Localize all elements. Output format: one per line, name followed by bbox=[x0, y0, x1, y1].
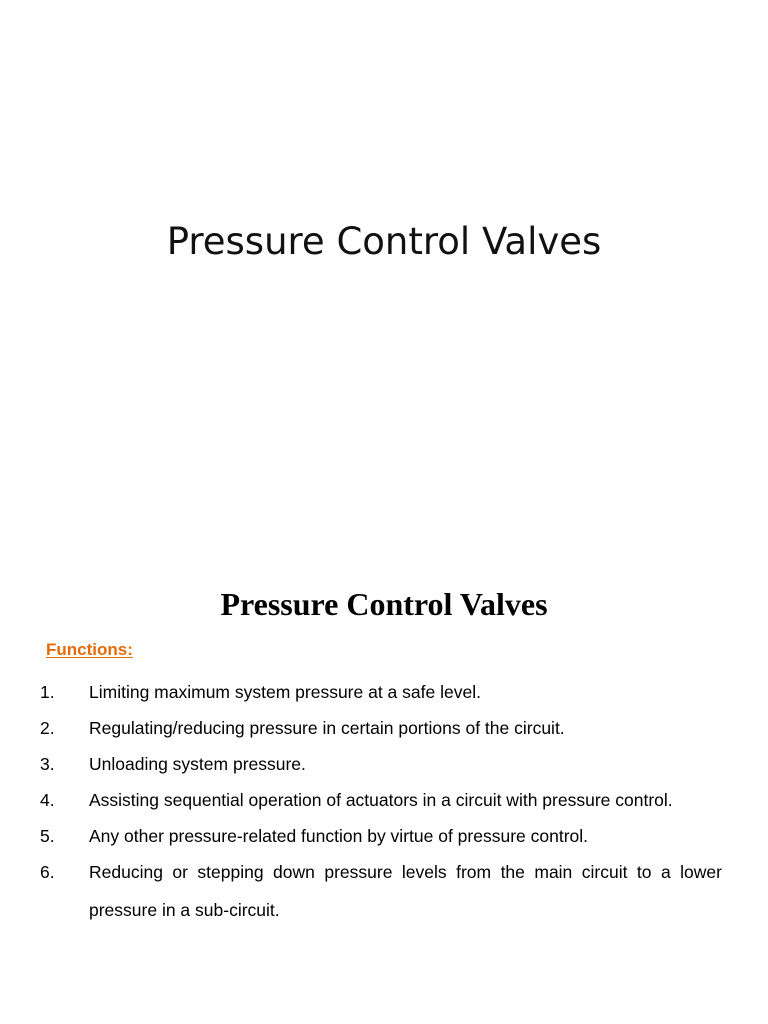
list-item bbox=[40, 824, 722, 855]
list-item-text: Any other pressure-related function by virtue of pressure control. bbox=[89, 826, 588, 846]
list-item-text: Limiting maximum system pressure at a safe level. bbox=[89, 682, 481, 702]
functions-list bbox=[40, 680, 722, 934]
slide-title: Pressure Control Valves bbox=[166, 220, 602, 263]
functions-heading: Functions: bbox=[46, 640, 133, 659]
list-item-number: 4. bbox=[40, 790, 55, 810]
section-title: Pressure Control Valves bbox=[220, 586, 548, 622]
list-item bbox=[40, 716, 722, 747]
list-item bbox=[40, 680, 722, 711]
list-item-text: Reducing or stepping down pressure levels from the main circuit to a lower pressure in a sub-circuit. bbox=[89, 862, 722, 920]
list-item-number: 6. bbox=[40, 862, 55, 882]
list-item-number: 2. bbox=[40, 718, 55, 738]
list-item-number: 1. bbox=[40, 682, 55, 702]
list-item-text: Unloading system pressure. bbox=[89, 754, 306, 774]
list-item-text: Assisting sequential operation of actuators in a circuit with pressure control. bbox=[89, 790, 673, 810]
list-item-text: Regulating/reducing pressure in certain portions of the circuit. bbox=[89, 718, 565, 738]
list-item-number: 3. bbox=[40, 754, 55, 774]
list-item bbox=[40, 752, 722, 783]
list-item-number: 5. bbox=[40, 826, 55, 846]
list-item bbox=[40, 788, 722, 819]
list-item bbox=[40, 860, 722, 929]
